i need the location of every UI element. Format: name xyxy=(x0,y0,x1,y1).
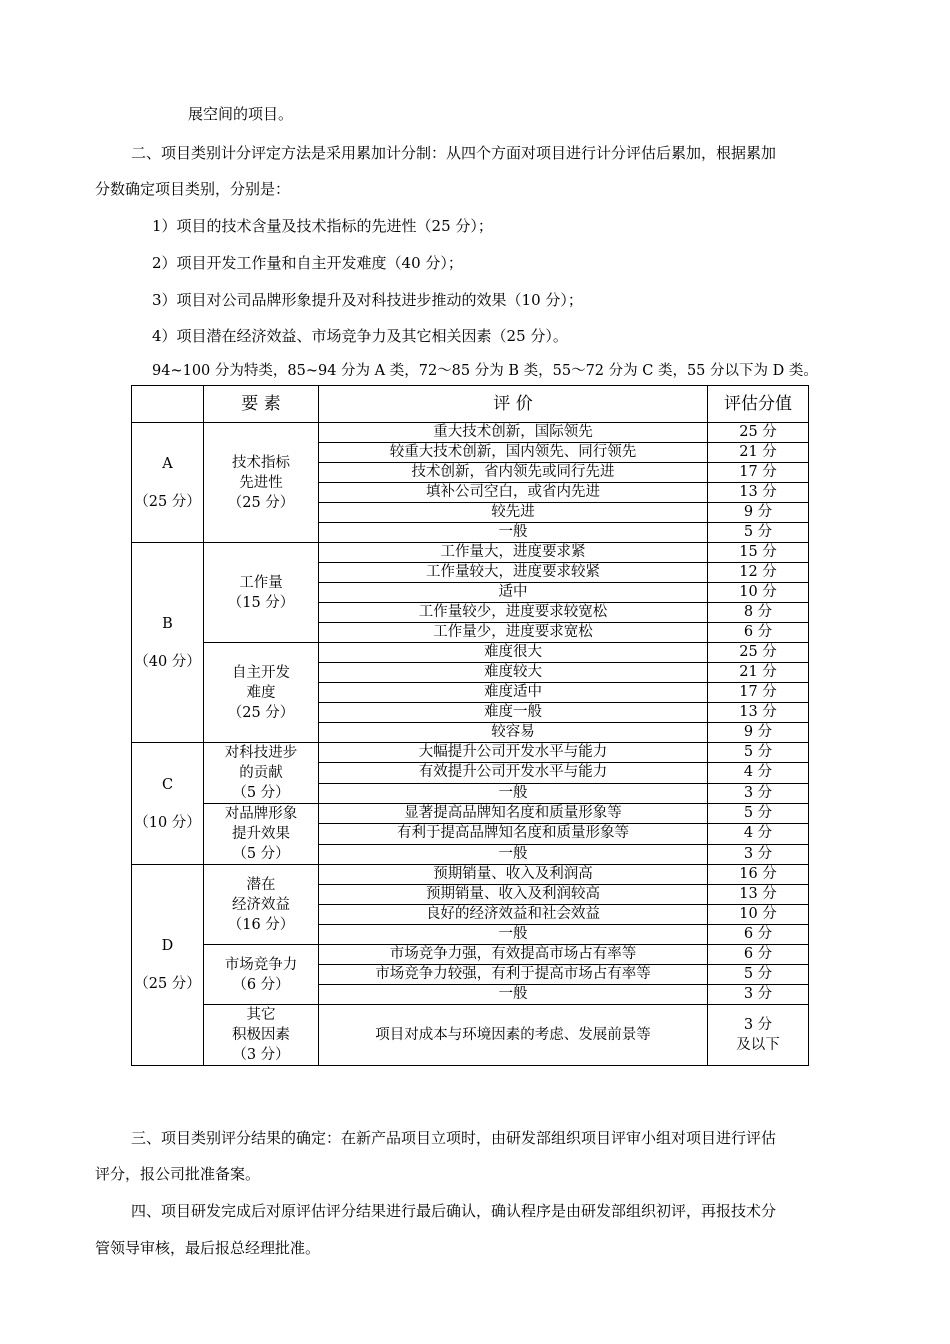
factor-name-line: （6 分） xyxy=(232,976,290,993)
group-points: （40 分） xyxy=(134,653,201,670)
score-cell: 21 分 xyxy=(708,443,809,463)
header-factor: 要 素 xyxy=(204,386,319,423)
group-points: （10 分） xyxy=(134,814,201,831)
section-two-line2: 分数确定项目类别，分别是： xyxy=(95,180,291,198)
group-spacer xyxy=(132,634,203,652)
score-cell: 6 分 xyxy=(708,945,809,965)
factor-cell xyxy=(204,865,319,945)
table-row xyxy=(132,1005,809,1066)
evaluation-cell: 重大技术创新，国际领先 xyxy=(319,423,708,443)
evaluation-cell: 预期销量、收入及利润较高 xyxy=(319,885,708,905)
score-cell: 6 分 xyxy=(708,925,809,945)
group-spacer xyxy=(132,795,203,813)
factor-name-line: 对科技进步 xyxy=(224,745,298,761)
score-cell: 15 分 xyxy=(708,543,809,563)
class-thresholds: 94~100 分为特类，85~94 分为 A 类，72～85 分为 B 类，55～72 分为 C 类，55 分以下为 D 类。 xyxy=(152,363,818,379)
evaluation-cell: 市场竞争力较强，有利于提高市场占有率等 xyxy=(319,965,708,985)
score-cell: 16 分 xyxy=(708,865,809,885)
score-cell: 5 分 xyxy=(708,743,809,763)
score-cell: 13 分 xyxy=(708,885,809,905)
factor-cell xyxy=(204,1005,319,1066)
score-cell: 5 分 xyxy=(708,523,809,543)
evaluation-cell: 一般 xyxy=(319,985,708,1005)
table-header-row xyxy=(132,386,809,423)
factor-cell xyxy=(204,945,319,1005)
criterion-item-3: 3）项目对公司品牌形象提升及对科技进步推动的效果（10 分）； xyxy=(152,291,583,309)
evaluation-cell: 有效提升公司开发水平与能力 xyxy=(319,763,708,783)
score-cell: 10 分 xyxy=(708,583,809,603)
evaluation-cell: 一般 xyxy=(319,925,708,945)
score-cell: 9 分 xyxy=(708,723,809,743)
evaluation-cell: 工作量较大，进度要求较紧 xyxy=(319,563,708,583)
score-cell: 3 分 及以下 xyxy=(708,1005,809,1066)
table-row xyxy=(132,743,809,763)
table-row xyxy=(132,945,809,965)
evaluation-cell: 较容易 xyxy=(319,723,708,743)
factor-name-line: 积极因素 xyxy=(232,1027,290,1043)
score-cell: 3 分 xyxy=(708,985,809,1005)
evaluation-cell: 大幅提升公司开发水平与能力 xyxy=(319,743,708,763)
evaluation-cell: 良好的经济效益和社会效益 xyxy=(319,905,708,925)
evaluation-cell: 难度较大 xyxy=(319,663,708,683)
factor-name-line: （5 分） xyxy=(232,785,290,801)
criterion-item-1: 1）项目的技术含量及技术指标的先进性（25 分）； xyxy=(152,217,493,235)
group-points: （25 分） xyxy=(134,976,201,992)
evaluation-cell: 技术创新，省内领先或同行先进 xyxy=(319,463,708,483)
group-label: C xyxy=(161,776,174,793)
evaluation-cell: 项目对成本与环境因素的考虑、发展前景等 xyxy=(319,1005,708,1066)
table-row xyxy=(132,423,809,443)
factor-cell xyxy=(204,543,319,643)
score-cell: 10 分 xyxy=(708,905,809,925)
header-blank xyxy=(132,386,204,423)
evaluation-cell: 一般 xyxy=(319,783,708,803)
evaluation-cell: 工作量大，进度要求紧 xyxy=(319,543,708,563)
evaluation-cell: 较先进 xyxy=(319,503,708,523)
criterion-item-2: 2）项目开发工作量和自主开发难度（40 分）； xyxy=(152,254,463,272)
group-spacer xyxy=(132,956,203,974)
evaluation-cell: 显著提高品牌知名度和质量形象等 xyxy=(319,804,708,824)
group-label: D xyxy=(161,938,174,954)
factor-name-line: 市场竞争力 xyxy=(224,956,298,973)
score-cell: 13 分 xyxy=(708,483,809,503)
score-cell: 9 分 xyxy=(708,503,809,523)
table-row xyxy=(132,804,809,824)
score-cell: 4 分 xyxy=(708,824,809,844)
table-row xyxy=(132,543,809,563)
group-cell xyxy=(132,543,204,743)
factor-name-line: （16 分） xyxy=(227,916,295,933)
evaluation-cell: 难度很大 xyxy=(319,643,708,663)
section-three-line2: 评分，报公司批准备案。 xyxy=(95,1165,261,1183)
group-cell xyxy=(132,743,204,865)
factor-name-line: 潜在 xyxy=(246,876,276,893)
factor-name-line: （3 分） xyxy=(232,1047,290,1063)
factor-cell xyxy=(204,423,319,543)
score-cell: 5 分 xyxy=(708,965,809,985)
scoring-table xyxy=(131,385,809,1066)
table-row xyxy=(132,865,809,885)
factor-name-line: 自主开发 xyxy=(232,664,290,681)
score-cell: 17 分 xyxy=(708,463,809,483)
evaluation-cell: 难度适中 xyxy=(319,683,708,703)
factor-cell xyxy=(204,804,319,865)
factor-name-line: 难度 xyxy=(246,684,276,701)
section-three-line1: 三、项目类别评分结果的确定：在新产品项目立项时，由研发部组织项目评审小组对项目进行评估 xyxy=(131,1129,777,1147)
factor-cell xyxy=(204,643,319,743)
table-row xyxy=(132,643,809,663)
factor-name-line: 经济效益 xyxy=(232,896,290,913)
factor-name-line: 对品牌形象 xyxy=(224,806,298,822)
group-spacer xyxy=(132,474,203,492)
evaluation-cell: 预期销量、收入及利润高 xyxy=(319,865,708,885)
group-points: （25 分） xyxy=(134,493,201,510)
factor-name-line: 提升效果 xyxy=(232,826,290,842)
score-cell: 8 分 xyxy=(708,603,809,623)
evaluation-cell: 一般 xyxy=(319,844,708,864)
criterion-item-4: 4）项目潜在经济效益、市场竞争力及其它相关因素（25 分）。 xyxy=(152,327,568,345)
group-label: B xyxy=(162,615,173,632)
evaluation-cell: 填补公司空白，或省内先进 xyxy=(319,483,708,503)
group-cell xyxy=(132,423,204,543)
factor-name-line: 工作量 xyxy=(239,574,283,591)
score-cell: 5 分 xyxy=(708,804,809,824)
factor-cell xyxy=(204,743,319,804)
section-four-line2: 管领导审核，最后报总经理批准。 xyxy=(95,1239,321,1257)
factor-name-line: （15 分） xyxy=(227,594,295,611)
factor-name-line: 先进性 xyxy=(239,474,283,491)
section-two-line1: 二、项目类别计分评定方法是采用累加计分制：从四个方面对项目进行计分评估后累加，根据累加 xyxy=(131,144,777,162)
evaluation-cell: 市场竞争力强，有效提高市场占有率等 xyxy=(319,945,708,965)
group-cell xyxy=(132,865,204,1066)
score-cell: 3 分 xyxy=(708,844,809,864)
score-cell: 3 分 xyxy=(708,783,809,803)
score-cell: 17 分 xyxy=(708,683,809,703)
score-cell: 6 分 xyxy=(708,623,809,643)
score-cell: 21 分 xyxy=(708,663,809,683)
evaluation-cell: 难度一般 xyxy=(319,703,708,723)
section-four-line1: 四、项目研发完成后对原评估评分结果进行最后确认，确认程序是由研发部组织初评，再报技术分 xyxy=(131,1202,777,1220)
header-evaluation: 评 价 xyxy=(319,386,708,423)
group-label: A xyxy=(162,455,173,472)
paragraph-continuation: 展空间的项目。 xyxy=(188,105,294,123)
score-cell: 25 分 xyxy=(708,423,809,443)
factor-name-line: （5 分） xyxy=(232,846,290,862)
score-cell: 25 分 xyxy=(708,643,809,663)
factor-name-line: 的贡献 xyxy=(239,765,283,781)
factor-name-line: 其它 xyxy=(246,1007,276,1023)
factor-name-line: （25 分） xyxy=(227,704,295,721)
factor-name-line: （25 分） xyxy=(227,494,295,511)
score-cell: 4 分 xyxy=(708,763,809,783)
score-cell: 12 分 xyxy=(708,563,809,583)
evaluation-cell: 有利于提高品牌知名度和质量形象等 xyxy=(319,824,708,844)
score-cell: 13 分 xyxy=(708,703,809,723)
evaluation-cell: 工作量较少，进度要求较宽松 xyxy=(319,603,708,623)
factor-name-line: 技术指标 xyxy=(232,454,290,471)
evaluation-cell: 工作量少，进度要求宽松 xyxy=(319,623,708,643)
header-score: 评估分值 xyxy=(708,386,809,423)
evaluation-cell: 较重大技术创新，国内领先、同行领先 xyxy=(319,443,708,463)
evaluation-cell: 一般 xyxy=(319,523,708,543)
evaluation-cell: 适中 xyxy=(319,583,708,603)
